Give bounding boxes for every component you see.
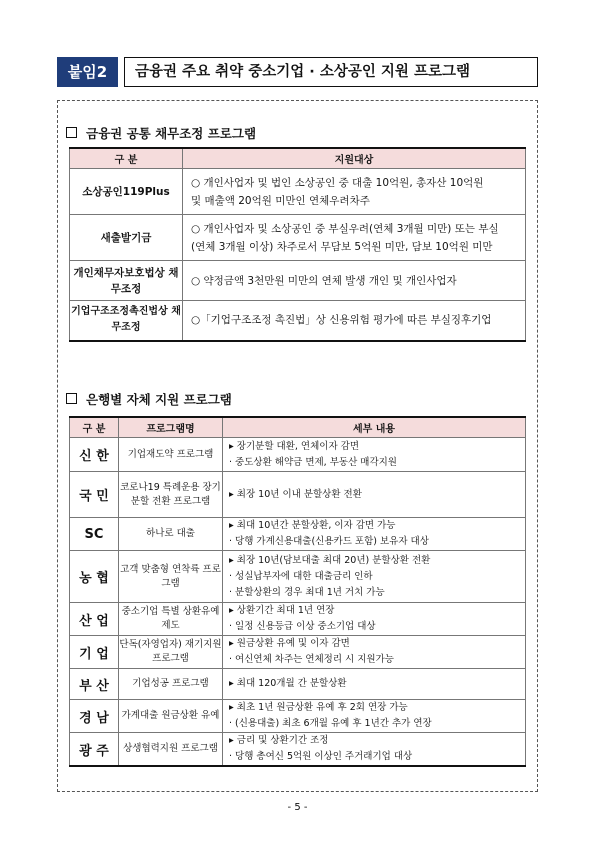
column-header: 세부 내용 <box>223 417 526 438</box>
detail-line: · 중도상환 해약금 면제, 부동산 매각지원 <box>229 456 397 468</box>
program-details <box>223 438 526 472</box>
common-programs-table <box>69 147 526 342</box>
bank-programs-table <box>69 416 526 767</box>
detail-line: ▸ 원금상환 유예 및 이자 감면 <box>229 638 350 649</box>
program-name: 가계대출 원금상환 유예 <box>119 700 223 733</box>
detail-line: · 성실납부자에 대한 대출금리 인하 <box>229 570 373 582</box>
program-name: 기업구조조정촉진법상 채무조정 <box>70 301 183 341</box>
detail-line: ▸ 최장 10년 이내 분할상환 전환 <box>229 488 362 500</box>
bank-name: 신 한 <box>70 438 119 472</box>
program-details <box>223 518 526 551</box>
detail-line: · 분할상환의 경우 최대 1년 거치 가능 <box>229 586 385 598</box>
bank-name: 부 산 <box>70 669 119 700</box>
table-row <box>70 301 526 341</box>
target-line: 및 매출액 20억원 미만인 연체우려차주 <box>191 194 370 207</box>
detail-line: ▸ 최초 1년 원금상환 유예 후 2회 연장 가능 <box>229 702 408 713</box>
target-line: ○「기업구조조정 촉진법」상 신용위험 평가에 따른 부실징후기업 <box>191 314 492 327</box>
page-header <box>57 57 538 87</box>
table-row <box>70 169 526 215</box>
program-name: 코로나19 특례운용 장기분할 전환 프로그램 <box>119 472 223 518</box>
section2-heading <box>66 390 232 408</box>
table-row <box>70 518 526 551</box>
table-row <box>70 472 526 518</box>
column-header: 구 분 <box>70 417 119 438</box>
program-name: 소상공인119Plus <box>70 169 183 215</box>
program-name: 중소기업 특별 상환유예제도 <box>119 603 223 636</box>
section1-heading-text: 금융권 공통 채무조정 프로그램 <box>86 126 257 141</box>
bank-name: 광 주 <box>70 733 119 767</box>
table-row <box>70 438 526 472</box>
section1-heading <box>66 124 256 142</box>
program-details <box>223 603 526 636</box>
program-target <box>183 301 526 341</box>
bank-name: 경 남 <box>70 700 119 733</box>
detail-line: ▸ 상환기간 최대 1년 연장 <box>229 605 335 616</box>
target-line: ○ 개인사업자 및 법인 소상공인 중 대출 10억원, 총자산 10억원 <box>191 176 484 189</box>
detail-line: ▸ 최대 10년간 분할상환, 이자 감면 가능 <box>229 520 396 531</box>
table-row <box>70 215 526 261</box>
detail-line: ▸ 장기분할 대환, 연체이자 감면 <box>229 440 359 452</box>
column-header: 구 분 <box>70 148 183 169</box>
program-name: 단독(자영업자) 재기지원 프로그램 <box>119 636 223 669</box>
program-name: 개인채무자보호법상 채무조정 <box>70 261 183 301</box>
detail-line: ▸ 최장 10년(담보대출 최대 20년) 분할상환 전환 <box>229 554 431 566</box>
square-bullet-icon <box>66 127 77 138</box>
program-details <box>223 700 526 733</box>
program-name: 새출발기금 <box>70 215 183 261</box>
table-row <box>70 636 526 669</box>
table-row <box>70 551 526 603</box>
program-name: 기업재도약 프로그램 <box>119 438 223 472</box>
table-row <box>70 669 526 700</box>
program-name: 고객 맞춤형 연착륙 프로그램 <box>119 551 223 603</box>
table-row <box>70 700 526 733</box>
program-details <box>223 472 526 518</box>
section2-heading-text: 은행별 자체 지원 프로그램 <box>86 392 232 407</box>
table-row <box>70 603 526 636</box>
target-line: ○ 약정금액 3천만원 미만의 연체 발생 개인 및 개인사업자 <box>191 274 457 287</box>
bank-name: SC <box>70 518 119 551</box>
table-header-row <box>70 417 526 438</box>
detail-line: · 일정 신용등급 이상 중소기업 대상 <box>229 621 376 632</box>
detail-line: · 당행 가계신용대출(신용카드 포함) 보유자 대상 <box>229 536 429 547</box>
program-name: 하나로 대출 <box>119 518 223 551</box>
program-target <box>183 169 526 215</box>
square-bullet-icon <box>66 393 77 404</box>
detail-line: ▸ 금리 및 상환기간 조정 <box>229 735 329 746</box>
program-target <box>183 261 526 301</box>
page-number: - 5 - <box>287 802 308 813</box>
attachment-badge: 붙임2 <box>57 57 118 87</box>
table-header-row <box>70 148 526 169</box>
column-header: 지원대상 <box>183 148 526 169</box>
table-row <box>70 261 526 301</box>
page-title: 금융권 주요 취약 중소기업 · 소상공인 지원 프로그램 <box>124 57 538 87</box>
detail-line: · 당행 총여신 5억원 이상인 주거래기업 대상 <box>229 751 413 762</box>
program-target <box>183 215 526 261</box>
table-row <box>70 733 526 767</box>
program-details <box>223 669 526 700</box>
bank-name: 농 협 <box>70 551 119 603</box>
bank-name: 국 민 <box>70 472 119 518</box>
program-details <box>223 733 526 767</box>
target-line: (연체 3개월 이상) 차주로서 무담보 5억원 미만, 담보 10억원 미만 <box>191 240 493 253</box>
detail-line: · (신용대출) 최초 6개월 유예 후 1년간 추가 연장 <box>229 718 432 729</box>
bank-name: 기 업 <box>70 636 119 669</box>
column-header: 프로그램명 <box>119 417 223 438</box>
bank-name: 산 업 <box>70 603 119 636</box>
target-line: ○ 개인사업자 및 소상공인 중 부실우려(연체 3개월 미만) 또는 부실 <box>191 222 499 235</box>
program-details <box>223 551 526 603</box>
detail-line: · 여신연체 차주는 연체정리 시 지원가능 <box>229 654 394 665</box>
detail-line: ▸ 최대 120개월 간 분할상환 <box>229 678 347 689</box>
program-details <box>223 636 526 669</box>
program-name: 상생협력지원 프로그램 <box>119 733 223 767</box>
program-name: 기업성공 프로그램 <box>119 669 223 700</box>
